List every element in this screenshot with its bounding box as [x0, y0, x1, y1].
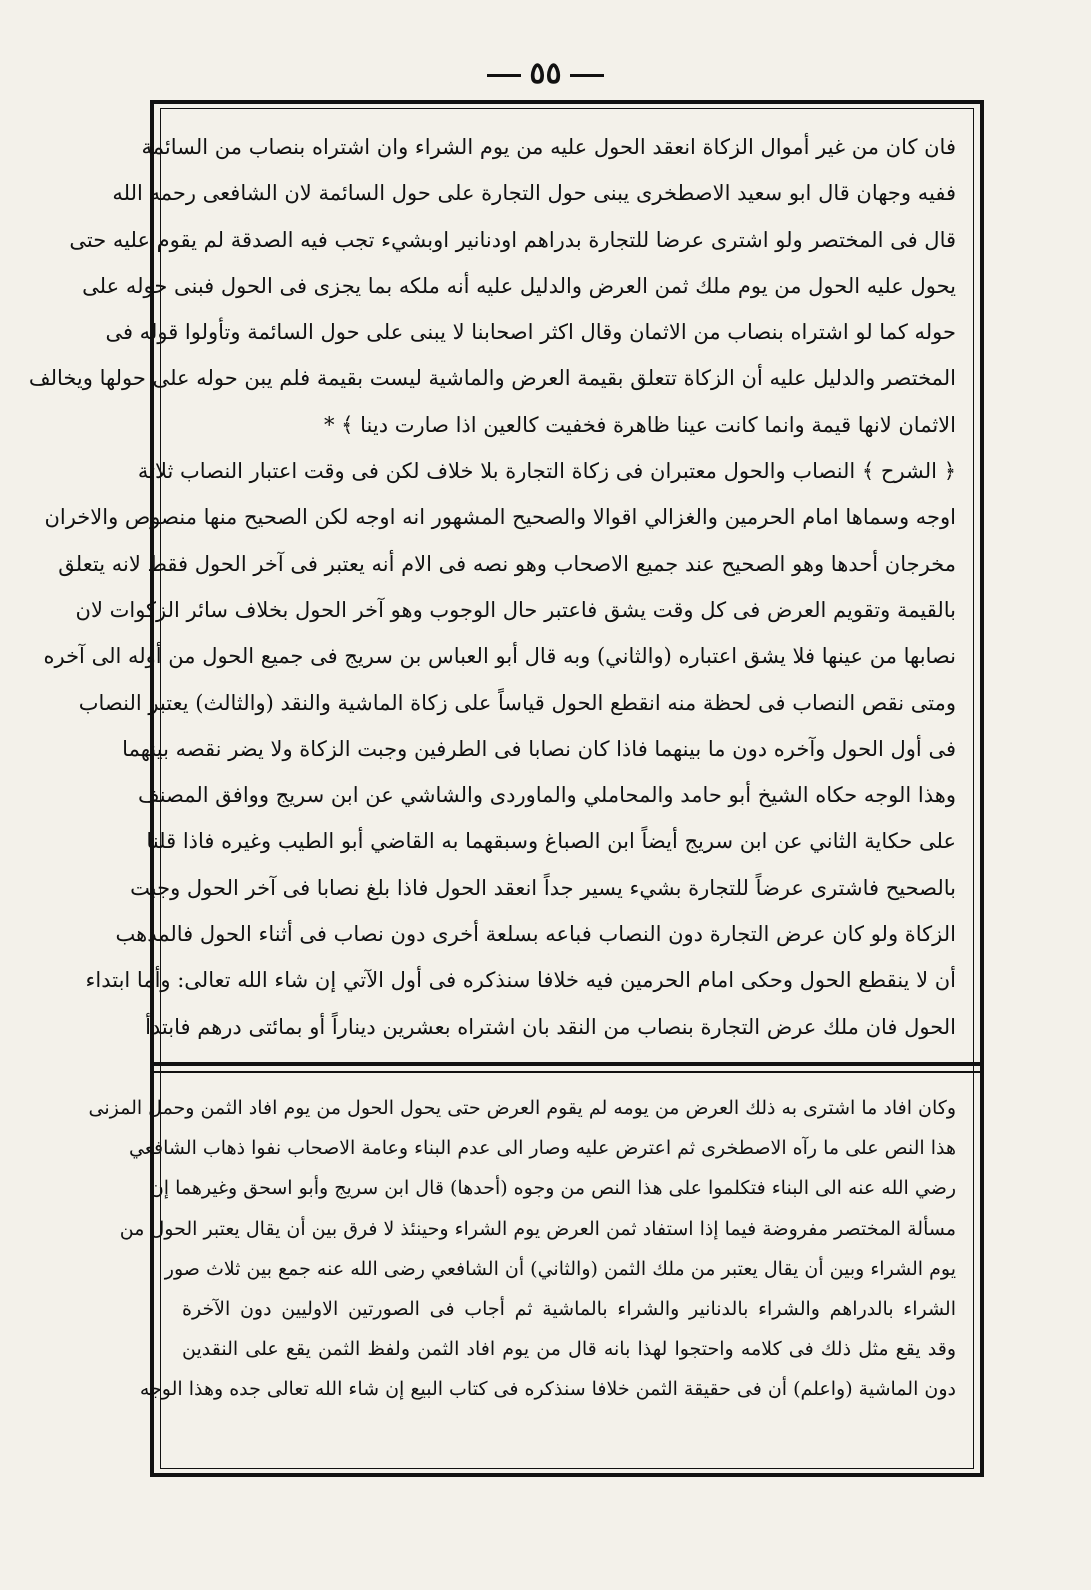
main-text-line: المختصر والدليل عليه أن الزكاة تتعلق بقيمة العرض والماشية ليست بقيمة فلم يبن حوله على حولها ويخالف — [28, 366, 956, 391]
section-divider-thin — [150, 1071, 984, 1073]
footnote-line: يوم الشراء وبين أن يقال يعتبر من ملك الثمن (والثاني) أن الشافعي رضى الله عنه جمع بين ثلاث صور — [164, 1257, 956, 1280]
main-text-line: فى أول الحول وآخره دون ما بينهما فاذا كان نصابا فى الطرفين وجبت الزكاة ولا يضر نقصه بينهما — [122, 736, 956, 761]
main-text-line: الحول فان ملك عرض التجارة بنصاب من النقد بان اشتراه بعشرين ديناراً أو بمائتى درهم فابتدأ — [145, 1014, 956, 1039]
page-number-value: ٥٥ — [529, 56, 562, 91]
section-divider-thick — [150, 1062, 984, 1066]
footnote-line: هذا النص على ما رآه الاصطخرى ثم اعترض عليه وصار الى عدم البناء وعامة الاصحاب نفوا ذهاب الشافعي — [128, 1137, 956, 1160]
main-text-line: الزكاة ولو كان عرض التجارة دون النصاب فباعه بسلعة أخرى دون نصاب فى أثناء الحول فالمذهب — [115, 922, 956, 947]
main-text-line: بالصحيح فاشترى عرضاً للتجارة بشيء يسير جداً انعقد الحول فاذا بلغ نصابا فى آخر الحول وجبت — [130, 875, 956, 900]
main-text-line: حوله كما لو اشتراه بنصاب من الاثمان وقال اكثر اصحابنا لا يبنى على حول السائمة وتأولوا قوله فى — [105, 320, 956, 345]
footnote-line: مسألة المختصر مفروضة فيما إذا استفاد ثمن العرض يوم الشراء وحينئذ لا فرق بين أن يقال يعتبر الحول من — [119, 1217, 956, 1240]
main-text-line: نصابها من عينها فلا يشق اعتباره (والثاني) وبه قال أبو العباس بن سريج فى جميع الحول من أوله الى آخره — [43, 644, 956, 669]
main-text-line: على حكاية الثاني عن ابن سريج أيضاً ابن الصباغ وسبقهما به القاضي أبو الطيب وغيره فاذا قلنا — [146, 829, 956, 854]
main-text-block — [28, 124, 956, 1050]
main-text-line: اوجه وسماها امام الحرمين والغزالي اقوالا والصحيح المشهور انه اوجه لكن الصحيح منها منصوص والاخران — [44, 505, 956, 530]
footnote-line: دون الماشية (واعلم) أن فى حقيقة الثمن خلافا سنذكره فى كتاب البيع إن شاء الله تعالى جده وهذا الوجه — [139, 1378, 956, 1401]
main-text-line: بالقيمة وتقويم العرض فى كل وقت يشق فاعتبر حال الوجوب وهو آخر الحول بخلاف سائر الزكوات لان — [75, 597, 956, 622]
main-text-line: قال فى المختصر ولو اشترى عرضا للتجارة بدراهم اودنانير اوبشيء تجب فيه الصدقة لم يقوم عليه حتى — [69, 227, 956, 252]
page-number-dash-right — [570, 74, 604, 77]
footnote-line: رضي الله عنه الى البناء فتكلموا على هذا النص من وجوه (أحدها) قال ابن سريج وأبو اسحق وغيرهما إن — [149, 1177, 956, 1200]
main-text-line: يحول عليه الحول من يوم ملك ثمن العرض والدليل عليه أنه ملكه بما يجزى فى الحول فبنى حوله على — [82, 273, 956, 298]
page-number — [0, 56, 1091, 91]
main-text-line: ففيه وجهان قال ابو سعيد الاصطخرى يبنى حول التجارة على حول السائمة لان الشافعى رحمه الله — [112, 181, 956, 206]
footnote-line: الشراء بالدراهم والشراء بالدنانير والشراء بالماشية ثم أجاب فى الصورتين الاوليين دون الآخرة — [182, 1297, 956, 1320]
main-text-line: فان كان من غير أموال الزكاة انعقد الحول عليه من يوم الشراء وان اشتراه بنصاب من السائمة — [141, 135, 956, 159]
page-number-dash-left — [487, 74, 521, 77]
commentary-heading-line: ﴿ الشرح ﴾ النصاب والحول معتبران فى زكاة التجارة بلا خلاف لكن فى وقت اعتبار النصاب ثلاثة — [137, 459, 956, 484]
main-text-line: ومتى نقص النصاب فى لحظة منه انقطع الحول قياساً على زكاة الماشية والنقد (والثالث) يعتبر النصاب — [78, 690, 956, 715]
footnote-line: وكان افاد ما اشترى به ذلك العرض من يومه لم يقوم العرض حتى يحول الحول من يوم افاد الثمن وحمل المزنى — [88, 1097, 956, 1119]
main-text-line: وهذا الوجه حكاه الشيخ أبو حامد والمحاملي والماوردى والشاشي عن ابن سريج ووافق المصنف — [137, 783, 956, 808]
footnote-text-block — [88, 1088, 956, 1410]
main-text-line: مخرجان أحدها وهو الصحيح عند جميع الاصحاب وهو نصه فى الام أنه يعتبر فى آخر الحول فقط لانه يتعلق — [58, 551, 956, 576]
main-text-line: أن لا ينقطع الحول وحكى امام الحرمين فيه خلافا سنذكره فى أول الآتي إن شاء الله تعالى: وأما ابتداء — [85, 968, 956, 993]
main-text-line: الاثمان لانها قيمة وانما كانت عينا ظاهرة فخفيت كالعين اذا صارت دينا ﴾ * — [324, 412, 956, 437]
footnote-line: وقد يقع مثل ذلك فى كلامه واحتجوا لهذا بانه قال من يوم افاد الثمن ولفظ الثمن يقع على النقدين — [182, 1338, 956, 1361]
